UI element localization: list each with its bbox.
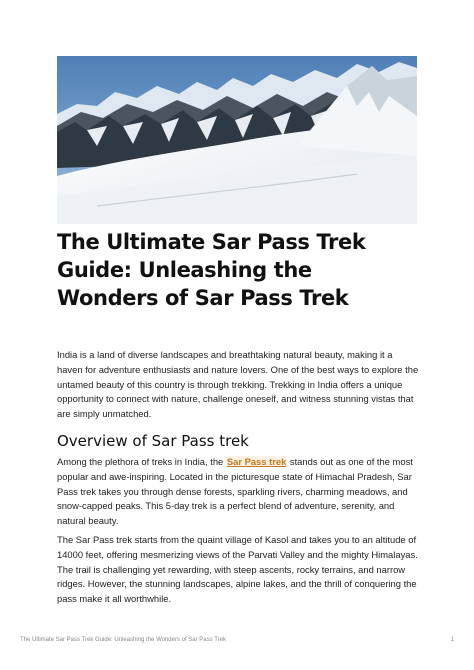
paragraph-text: stands out as one of the most popular and awe-inspiring. Located in the picturesque state of Himachal Pradesh, Sar Pass trek takes you through dense forests, sparkling rivers, charming meadows, and snow-capped peaks. This 5-day trek is a perfect blend of adventure, serenity, and natural beauty.	[57, 456, 413, 527]
hero-mountain-image	[57, 56, 417, 224]
snowy-mountain-icon	[57, 56, 417, 224]
page-footer	[20, 637, 454, 643]
overview-paragraph-1	[57, 455, 419, 529]
paragraph-text: Among the plethora of treks in India, the	[57, 456, 226, 467]
section-heading: Overview of Sar Pass trek	[57, 432, 249, 450]
page-number: 1	[450, 637, 454, 643]
intro-paragraph: India is a land of diverse landscapes and breathtaking natural beauty, making it a haven for adventure enthusiasts and nature lovers. One of the best ways to explore the untamed beauty of this country is through trekking. Trekking in India offers a unique opportunity to connect with nature, challenge oneself, and witness stunning vistas that are simply unmatched.	[57, 349, 419, 420]
footer-title: The Ultimate Sar Pass Trek Guide: Unleashing the Wonders of Sar Pass Trek	[20, 637, 226, 643]
overview-paragraph-2: The Sar Pass trek starts from the quaint village of Kasol and takes you to an altitude of 14000 feet, offering mesmerizing views of the Parvati Valley and the mighty Himalayas. The trail is challenging yet rewarding, with steep ascents, rocky terrains, and narrow ridges. However, the stunning landscapes, alpine lakes, and the thrill of conquering the pass make it all worthwhile.	[57, 534, 418, 605]
sar-pass-trek-link[interactable]: Sar Pass trek	[226, 456, 287, 467]
page-title: The Ultimate Sar Pass Trek Guide: Unleashing the Wonders of Sar Pass Trek	[57, 230, 366, 310]
